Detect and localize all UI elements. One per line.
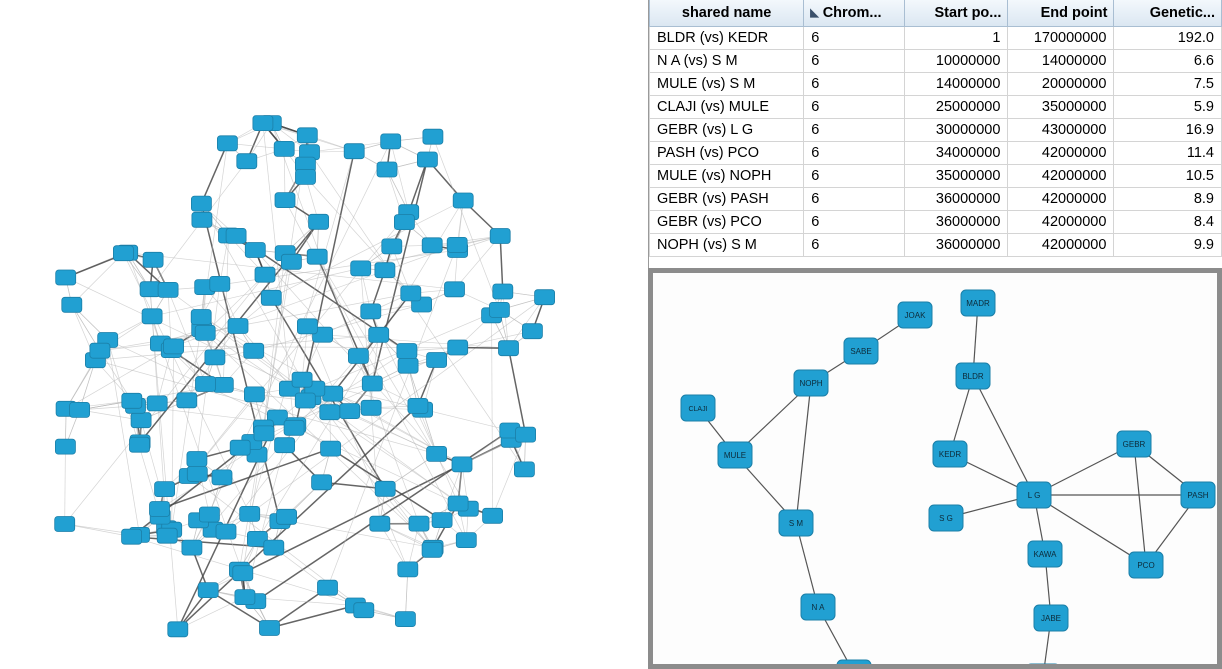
network-edge[interactable]	[509, 348, 526, 434]
edge-attribute-table[interactable]	[649, 0, 1222, 257]
network-node[interactable]	[408, 398, 428, 413]
subnetwork-node-label: KEDR	[938, 450, 962, 459]
network-node[interactable]	[297, 128, 317, 143]
table-body	[650, 27, 1222, 257]
network-node[interactable]	[192, 212, 212, 227]
table-row[interactable]	[650, 211, 1222, 234]
table-row[interactable]	[650, 27, 1222, 50]
table-cell-genetic[interactable]: 7.5	[1114, 73, 1222, 96]
network-edge[interactable]	[500, 236, 503, 292]
table-row[interactable]	[650, 165, 1222, 188]
network-node[interactable]	[195, 325, 215, 340]
subnetwork-edge[interactable]	[973, 376, 1034, 495]
network-node[interactable]	[340, 404, 360, 419]
network-node[interactable]	[56, 270, 76, 285]
table-cell-chrom[interactable]: 6	[804, 119, 905, 142]
subnetwork-node[interactable]	[1181, 482, 1215, 508]
subnetwork-edge[interactable]	[1134, 444, 1146, 565]
network-node[interactable]	[274, 141, 294, 156]
subnetwork-node[interactable]	[718, 442, 752, 468]
network-node[interactable]	[377, 162, 397, 177]
network-node[interactable]	[147, 396, 167, 411]
network-edge[interactable]	[409, 160, 428, 213]
subnetwork-node-label: KAWA	[1033, 550, 1057, 559]
network-node[interactable]	[490, 229, 510, 244]
subnetwork-node[interactable]	[801, 594, 835, 620]
network-node[interactable]	[158, 282, 178, 297]
network-node[interactable]	[122, 393, 142, 408]
network-node[interactable]	[70, 402, 90, 417]
table-cell-shared_name[interactable]: GEBR (vs) PCO	[650, 211, 804, 234]
network-node[interactable]	[499, 341, 519, 356]
column-header-start-point[interactable]	[905, 0, 1008, 27]
subnetwork-node[interactable]	[1017, 482, 1051, 508]
table-cell-end[interactable]: 14000000	[1008, 50, 1114, 73]
table-cell-chrom[interactable]: 6	[804, 188, 905, 211]
network-node[interactable]	[422, 542, 442, 557]
subnetwork-node-label: N A	[811, 603, 825, 612]
subnetwork-node[interactable]	[681, 395, 715, 421]
table-cell-shared_name[interactable]: GEBR (vs) L G	[650, 119, 804, 142]
network-node[interactable]	[245, 243, 265, 258]
table-cell-chrom[interactable]: 6	[804, 27, 905, 50]
network-node[interactable]	[164, 339, 184, 354]
table-cell-end[interactable]: 43000000	[1008, 119, 1114, 142]
table-cell-chrom[interactable]: 6	[804, 142, 905, 165]
table-cell-start[interactable]: 36000000	[905, 188, 1008, 211]
network-node[interactable]	[417, 152, 437, 167]
table-cell-genetic[interactable]: 192.0	[1114, 27, 1222, 50]
network-node[interactable]	[456, 533, 476, 548]
subnetwork-node-shape[interactable]	[837, 660, 871, 664]
subnetwork-node[interactable]	[956, 363, 990, 389]
subnetwork-node-label: PASH	[1187, 491, 1209, 500]
subnetwork-node-label: GEBR	[1122, 440, 1146, 449]
network-node[interactable]	[321, 441, 341, 456]
table-cell-start[interactable]: 30000000	[905, 119, 1008, 142]
network-node[interactable]	[309, 214, 329, 229]
network-node[interactable]	[318, 580, 338, 595]
subnetwork-edges-layer	[698, 303, 1198, 664]
subnetwork-node-label: NOPH	[799, 379, 823, 388]
network-node[interactable]	[226, 228, 246, 243]
table-cell-end[interactable]: 20000000	[1008, 73, 1114, 96]
network-node[interactable]	[348, 349, 368, 364]
network-node[interactable]	[320, 405, 340, 420]
network-node[interactable]	[369, 327, 389, 342]
network-node[interactable]	[228, 319, 248, 334]
table-cell-start[interactable]: 35000000	[905, 165, 1008, 188]
table-cell-genetic[interactable]: 8.9	[1114, 188, 1222, 211]
network-node[interactable]	[253, 116, 273, 131]
network-node[interactable]	[447, 237, 467, 252]
column-header-shared-name[interactable]	[650, 0, 804, 27]
network-node[interactable]	[382, 239, 402, 254]
network-node[interactable]	[244, 387, 264, 402]
table-cell-end[interactable]: 42000000	[1008, 211, 1114, 234]
table-cell-start[interactable]: 34000000	[905, 142, 1008, 165]
subnetwork-node-label: SABE	[850, 347, 872, 356]
network-edge[interactable]	[250, 297, 545, 514]
network-node[interactable]	[394, 215, 414, 230]
table-cell-shared_name[interactable]: PASH (vs) PCO	[650, 142, 804, 165]
subnetwork-node[interactable]	[933, 441, 967, 467]
network-node[interactable]	[177, 393, 197, 408]
network-node[interactable]	[307, 249, 327, 264]
network-node[interactable]	[427, 446, 447, 461]
network-node[interactable]	[244, 343, 264, 358]
subnetwork-node-label: MADR	[966, 299, 990, 308]
network-node[interactable]	[361, 400, 381, 415]
subnetwork-node[interactable]	[961, 290, 995, 316]
network-node[interactable]	[191, 196, 211, 211]
network-node[interactable]	[381, 134, 401, 149]
network-node[interactable]	[284, 420, 304, 435]
subnetwork-node-label: S G	[939, 514, 953, 523]
subnetwork-node[interactable]	[794, 370, 828, 396]
network-node[interactable]	[255, 267, 275, 282]
network-node[interactable]	[205, 350, 225, 365]
network-node[interactable]	[122, 529, 142, 544]
subnetwork-node[interactable]	[1129, 552, 1163, 578]
subnetwork-node-label: PCO	[1137, 561, 1155, 570]
table-cell-genetic[interactable]: 9.9	[1114, 234, 1222, 257]
network-node[interactable]	[55, 517, 75, 532]
subnetwork-node[interactable]	[779, 510, 813, 536]
subnetwork-node[interactable]	[1034, 605, 1068, 631]
network-node[interactable]	[275, 193, 295, 208]
table-cell-genetic[interactable]: 16.9	[1114, 119, 1222, 142]
subnetwork-node[interactable]	[929, 505, 963, 531]
network-edge[interactable]	[205, 250, 458, 287]
network-node[interactable]	[423, 129, 443, 144]
network-node[interactable]	[452, 457, 472, 472]
subnetwork-canvas[interactable]	[653, 273, 1217, 664]
network-edge[interactable]	[172, 346, 174, 529]
network-node[interactable]	[448, 496, 468, 511]
network-node[interactable]	[131, 413, 151, 428]
network-node[interactable]	[90, 343, 110, 358]
table-cell-chrom[interactable]: 6	[804, 50, 905, 73]
column-header-genetic[interactable]	[1114, 0, 1222, 27]
network-node[interactable]	[514, 462, 534, 477]
right-column	[648, 0, 1222, 669]
network-node[interactable]	[516, 427, 536, 442]
network-node[interactable]	[535, 290, 555, 305]
network-node[interactable]	[292, 372, 312, 387]
network-node[interactable]	[254, 426, 274, 441]
table-cell-start[interactable]: 10000000	[905, 50, 1008, 73]
network-node[interactable]	[168, 622, 188, 637]
network-node[interactable]	[395, 612, 415, 627]
network-node[interactable]	[182, 540, 202, 555]
table-cell-chrom[interactable]: 6	[804, 165, 905, 188]
network-node[interactable]	[401, 286, 421, 301]
table-cell-start[interactable]: 25000000	[905, 96, 1008, 119]
table-row[interactable]	[650, 188, 1222, 211]
network-node[interactable]	[432, 513, 452, 528]
table-cell-end[interactable]: 42000000	[1008, 142, 1114, 165]
network-node[interactable]	[427, 353, 447, 368]
data-table-panel[interactable]	[648, 0, 1222, 268]
table-row[interactable]	[650, 119, 1222, 142]
network-node[interactable]	[191, 310, 211, 325]
table-cell-end[interactable]: 42000000	[1008, 188, 1114, 211]
network-node[interactable]	[143, 252, 163, 267]
network-node[interactable]	[323, 386, 343, 401]
network-node[interactable]	[113, 246, 133, 261]
network-node[interactable]	[397, 344, 417, 359]
network-edge[interactable]	[66, 278, 437, 454]
table-cell-shared_name[interactable]: MULE (vs) S M	[650, 73, 804, 96]
network-node[interactable]	[483, 508, 503, 523]
filter-icon[interactable]: ◣	[810, 7, 819, 19]
table-cell-end[interactable]: 170000000	[1008, 27, 1114, 50]
network-node[interactable]	[398, 562, 418, 577]
network-node[interactable]	[261, 290, 281, 305]
network-node[interactable]	[233, 566, 253, 581]
network-node[interactable]	[275, 438, 295, 453]
table-cell-chrom[interactable]: 6	[804, 96, 905, 119]
table-cell-chrom[interactable]: 6	[804, 73, 905, 96]
network-node[interactable]	[445, 282, 465, 297]
table-row[interactable]	[650, 234, 1222, 257]
table-row[interactable]	[650, 142, 1222, 165]
table-cell-chrom[interactable]: 6	[804, 234, 905, 257]
network-node[interactable]	[489, 302, 509, 317]
column-header-chromosome-label: Chrom...	[822, 5, 882, 21]
network-node[interactable]	[312, 475, 332, 490]
network-node[interactable]	[155, 482, 175, 497]
table-cell-start[interactable]: 36000000	[905, 234, 1008, 257]
table-cell-shared_name[interactable]: BLDR (vs) KEDR	[650, 27, 804, 50]
subnetwork-node-label: JOAK	[904, 311, 926, 320]
network-node[interactable]	[142, 309, 162, 324]
subnetwork-node-label: MULE	[723, 451, 747, 460]
network-node[interactable]	[448, 340, 468, 355]
network-node[interactable]	[354, 603, 374, 618]
table-row[interactable]	[650, 50, 1222, 73]
subnetwork-node[interactable]	[898, 302, 932, 328]
subnetwork-node-label: BLDR	[962, 372, 984, 381]
table-cell-genetic[interactable]: 8.4	[1114, 211, 1222, 234]
network-node[interactable]	[344, 144, 364, 159]
network-node[interactable]	[409, 516, 429, 531]
table-cell-shared_name[interactable]: CLAJI (vs) MULE	[650, 96, 804, 119]
network-node[interactable]	[216, 524, 236, 539]
network-edge[interactable]	[492, 315, 493, 516]
subnetwork-node-label: L G	[1027, 491, 1041, 500]
network-node[interactable]	[398, 358, 418, 373]
column-header-start-point-label: Start po...	[934, 5, 1002, 21]
column-header-end-point-label: End point	[1040, 5, 1108, 21]
network-node[interactable]	[264, 540, 284, 555]
subnetwork-edge[interactable]	[796, 383, 811, 523]
table-cell-shared_name[interactable]: GEBR (vs) PASH	[650, 188, 804, 211]
network-node[interactable]	[130, 437, 150, 452]
table-cell-start[interactable]: 14000000	[905, 73, 1008, 96]
subnetwork-node[interactable]	[837, 660, 871, 664]
network-node[interactable]	[370, 516, 390, 531]
network-node[interactable]	[296, 169, 316, 184]
table-row[interactable]	[650, 96, 1222, 119]
network-node[interactable]	[260, 621, 280, 636]
subnetwork-view[interactable]	[648, 268, 1222, 669]
network-node[interactable]	[187, 452, 207, 467]
network-node[interactable]	[213, 377, 233, 392]
network-node[interactable]	[375, 481, 395, 496]
network-node[interactable]	[281, 254, 301, 269]
network-node[interactable]	[187, 466, 207, 481]
table-cell-genetic[interactable]: 11.4	[1114, 142, 1222, 165]
network-node[interactable]	[217, 136, 237, 151]
network-node[interactable]	[453, 193, 473, 208]
network-node[interactable]	[375, 263, 395, 278]
network-node[interactable]	[157, 528, 177, 543]
table-cell-genetic[interactable]: 10.5	[1114, 165, 1222, 188]
network-edge[interactable]	[433, 137, 500, 310]
table-cell-shared_name[interactable]: N A (vs) S M	[650, 50, 804, 73]
network-node[interactable]	[150, 502, 170, 517]
network-node[interactable]	[361, 304, 381, 319]
column-header-end-point[interactable]	[1008, 0, 1114, 27]
network-node[interactable]	[240, 506, 260, 521]
subnetwork-node-label: S M	[788, 519, 804, 528]
table-cell-end[interactable]: 35000000	[1008, 96, 1114, 119]
table-header-row	[650, 0, 1222, 27]
network-nodes-layer	[55, 116, 555, 637]
table-cell-genetic[interactable]: 5.9	[1114, 96, 1222, 119]
table-cell-chrom[interactable]: 6	[804, 211, 905, 234]
subnetwork-nodes-layer	[681, 290, 1215, 664]
table-cell-start[interactable]: 36000000	[905, 211, 1008, 234]
network-node[interactable]	[230, 440, 250, 455]
subnetwork-node[interactable]	[844, 338, 878, 364]
table-cell-genetic[interactable]: 6.6	[1114, 50, 1222, 73]
network-node[interactable]	[237, 154, 257, 169]
table-header	[650, 0, 1222, 27]
column-header-genetic-label: Genetic...	[1149, 5, 1215, 21]
table-cell-start[interactable]: 1	[905, 27, 1008, 50]
subnetwork-node-label: CLAJI	[688, 406, 708, 413]
subnetwork-node[interactable]	[1028, 541, 1062, 567]
network-node[interactable]	[140, 282, 160, 297]
network-node[interactable]	[198, 583, 218, 598]
network-node[interactable]	[493, 284, 513, 299]
network-node[interactable]	[212, 470, 232, 485]
network-node[interactable]	[522, 324, 542, 339]
column-header-chromosome[interactable]	[804, 0, 905, 27]
network-node[interactable]	[422, 238, 442, 253]
network-edge[interactable]	[270, 606, 356, 629]
network-node[interactable]	[277, 509, 297, 524]
network-node[interactable]	[199, 507, 219, 522]
network-node[interactable]	[297, 319, 317, 334]
network-edge[interactable]	[65, 447, 66, 524]
subnetwork-node[interactable]	[1117, 431, 1151, 457]
subnetwork-node-label: JABE	[1040, 614, 1062, 623]
network-node[interactable]	[55, 439, 75, 454]
column-header-shared-name-label: shared name	[681, 5, 772, 21]
network-node[interactable]	[295, 393, 315, 408]
table-cell-shared_name[interactable]: NOPH (vs) S M	[650, 234, 804, 257]
table-cell-end[interactable]: 42000000	[1008, 165, 1114, 188]
network-edge[interactable]	[201, 143, 227, 203]
network-node[interactable]	[235, 590, 255, 605]
network-node[interactable]	[62, 297, 82, 312]
table-cell-shared_name[interactable]: MULE (vs) NOPH	[650, 165, 804, 188]
table-row[interactable]	[650, 73, 1222, 96]
network-node[interactable]	[196, 377, 216, 392]
network-edge[interactable]	[503, 292, 509, 349]
network-node[interactable]	[362, 376, 382, 391]
network-node[interactable]	[210, 276, 230, 291]
network-node[interactable]	[351, 261, 371, 276]
table-cell-end[interactable]: 42000000	[1008, 234, 1114, 257]
